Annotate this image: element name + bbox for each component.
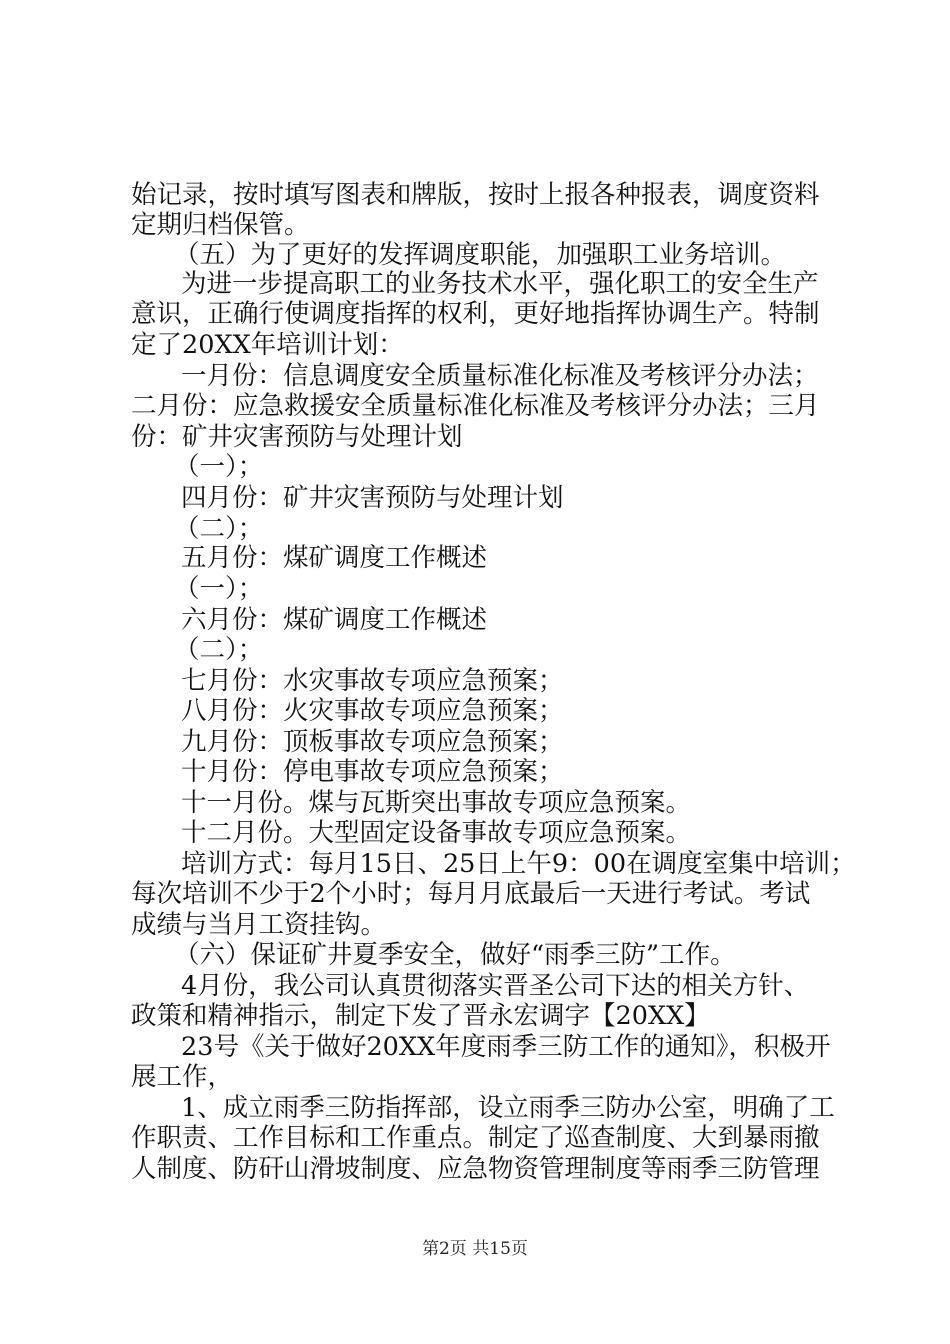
text-line: 人制度、防矸山滑坡制度、应急物资管理制度等雨季三防管理 [131, 1154, 820, 1184]
page-number: 第2页 共15页 [422, 1239, 528, 1259]
text-line: 九月份：顶板事故专项应急预案； [181, 727, 564, 757]
text-line: （二）； [174, 514, 264, 544]
text-line: 培训方式：每月15日、25日上午9：00在调度室集中培训； [181, 849, 856, 879]
text-line: 份：矿井灾害预防与处理计划 [131, 422, 463, 452]
text-line: 展工作， [131, 1062, 234, 1092]
text-line: 成绩与当月工资挂钩。 [131, 910, 387, 940]
text-line: （二）； [174, 635, 264, 665]
text-line: 六月份：煤矿调度工作概述 [181, 605, 488, 635]
text-line: （六）保证矿井夏季安全，做好“雨季三防”工作。 [174, 940, 736, 970]
text-line: （五）为了更好的发挥调度职能，加强职工业务培训。 [174, 240, 787, 270]
text-line: 十一月份。煤与瓦斯突出事故专项应急预案。 [181, 788, 692, 818]
text-line: 十月份：停电事故专项应急预案； [181, 757, 564, 787]
text-line: 每次培训不少于2个小时；每月月底最后一天进行考试。考试 [131, 879, 811, 909]
text-line: 四月份：矿井灾害预防与处理计划 [181, 483, 564, 513]
text-line: （一）； [174, 452, 264, 482]
text-line: 五月份：煤矿调度工作概述 [181, 543, 488, 573]
text-line: 4月份，我公司认真贯彻落实晋圣公司下达的相关方针、 [181, 971, 810, 1001]
text-line: 始记录，按时填写图表和牌版，按时上报各种报表，调度资料 [131, 180, 820, 210]
text-line: （一）； [174, 574, 264, 604]
text-line: 23号《关于做好20XX年度雨季三防工作的通知》，积极开 [181, 1032, 831, 1062]
text-line: 意识，正确行使调度指挥的权利，更好地指挥协调生产。特制 [131, 299, 820, 329]
text-line: 为进一步提高职工的业务技术水平，强化职工的安全生产 [181, 269, 819, 299]
text-line: 一月份：信息调度安全质量标准化标准及考核评分办法； [181, 361, 819, 391]
text-line: 1、成立雨季三防指挥部，设立雨季三防办公室，明确了工 [181, 1093, 835, 1123]
text-line: 二月份：应急救援安全质量标准化标准及考核评分办法；三月 [131, 391, 820, 421]
text-line: 十二月份。大型固定设备事故专项应急预案。 [181, 818, 692, 848]
text-line: 政策和精神指示，制定下发了晋永宏调字【20XX】 [131, 1001, 710, 1031]
text-line: 定期归档保管。 [131, 210, 310, 240]
text-line: 定了20XX年培训计划： [131, 330, 404, 360]
text-line: 八月份：火灾事故专项应急预案； [181, 696, 564, 726]
text-line: 七月份：水灾事故专项应急预案； [181, 666, 564, 696]
text-line: 作职责、工作目标和工作重点。制定了巡查制度、大到暴雨撤 [131, 1123, 820, 1153]
